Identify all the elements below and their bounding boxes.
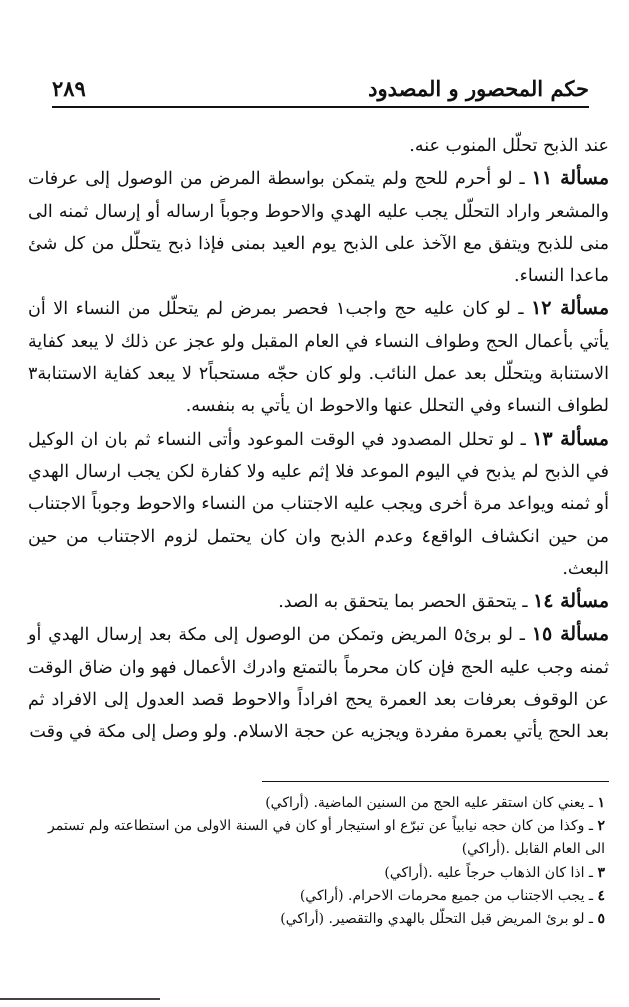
footnote-text: ـ يجب الاجتناب من جميع محرمات الاحرام. (أراكي) [299, 887, 598, 904]
paragraph-masala-13 [28, 423, 609, 585]
paragraph-masala-14 [28, 585, 609, 618]
paragraph-masala-12 [28, 292, 609, 422]
paragraph-text: عند الذبح تحلّل المنوب عنه. [409, 136, 609, 156]
masala-label: مسألة ١٤ [533, 590, 609, 613]
paragraph-masala-11 [28, 162, 609, 292]
page-number: ٢٨٩ [52, 76, 86, 101]
footnote-text: ـ وكذا من كان حجه نيابياً عن تبرّع او استيجار أو كان في السنة الاولى من استطاعته ولم تستمر الى العام القابل .(أراكي) [48, 818, 605, 858]
main-text [28, 130, 609, 749]
footnote [48, 908, 605, 931]
footnote-number: ٥ [597, 911, 605, 928]
footnote [48, 862, 605, 885]
footnote-number: ٢ [597, 818, 605, 835]
footnote-separator [262, 781, 609, 782]
footnote-number: ٣ [597, 864, 605, 881]
header-rule [52, 106, 589, 108]
page-header [52, 74, 589, 108]
footnote [48, 885, 605, 908]
masala-label: مسألة ١٣ [532, 427, 609, 450]
paragraph [28, 130, 609, 162]
paragraph-masala-15 [28, 618, 609, 748]
running-title: حكم المحصور و المصدود [368, 76, 589, 101]
page-bottom-edge [0, 998, 160, 1000]
masala-label: مسألة ١٥ [531, 623, 609, 646]
footnote-number: ٤ [597, 887, 605, 904]
paragraph-text: ـ لو تحلل المصدود في الوقت الموعود وأتى النساء ثم بان ان الوكيل في الذبح لم يذبح في اليوم الموعد فلا إثم عليه ولا كفارة لكن يجب ارسال الهدي أو ثمنه ويواعد مرة أخرى ويجب عليه الاجتناب من النساء والاحوط وجوباً الاجتناب من حين انكشاف الواقع٤ وعدم الذبح وان كان يحتمل لزوم الاجتناب من حين البعث. [28, 429, 609, 579]
paragraph-text: ـ لو كان عليه حج واجب١ فحصر بمرض لم يتحلّل من النساء الا أن يأتي بأعمال الحج وطواف النساء في العام المقبل ولو عجز عن ذلك لا يبعد كفاية الاستنابة ويتحلّل بعد عمل النائب. ولو كان حجّه مستحباً٢ لا يبعد كفاية الاستنابة٣ لطواف النساء وفي التحلل عنها والاحوط ان يأتي به بنفسه. [28, 299, 609, 417]
paragraph-text: ـ لو أحرم للحج ولم يتمكن بواسطة المرض من الوصول إلى عرفات والمشعر واراد التحلّل يجب عليه الهدي والاحوط وجوباً ارساله أو إرسال ثمنه الى منى للذبح ويتفق مع الآخذ على الذبح يوم العيد بمنى فإذا ذبح يتحلّل من كل شئ ماعدا النساء. [28, 169, 609, 287]
footnote-text: ـ لو برئ المريض قبل التحلّل بالهدي والتقصير. (أراكي) [280, 911, 598, 928]
paragraph-text: ـ لو برئ٥ المريض وتمكن من الوصول إلى مكة بعد إرسال الهدي أو ثمنه وجب عليه الحج فإن كان محرماً بالتمتع وادرك الأعمال فهو وان ضاق الوقت عن الوقوف بعرفات بعد العمرة يحج افراداً والاحوط قصد العدول إلى الافراد ثم بعد الحج يأتي بعمرة مفردة ويجزيه عن حجة الاسلام. ولو وصل إلى مكة في وقت [28, 625, 609, 743]
footnote [48, 792, 605, 815]
footnote-text: ـ اذا كان الذهاب حرجاً عليه .(أراكي) [384, 864, 598, 881]
footnote-text: ـ يعني كان استقر عليه الحج من السنين الماضية. (أراكي) [265, 795, 598, 811]
footnotes [48, 792, 605, 931]
footnote-number: ١ [597, 795, 605, 811]
footnote [48, 815, 605, 861]
masala-label: مسألة ١٢ [531, 297, 609, 320]
paragraph-text: ـ يتحقق الحصر بما يتحقق به الصد. [278, 592, 534, 613]
masala-label: مسألة ١١ [531, 167, 609, 190]
